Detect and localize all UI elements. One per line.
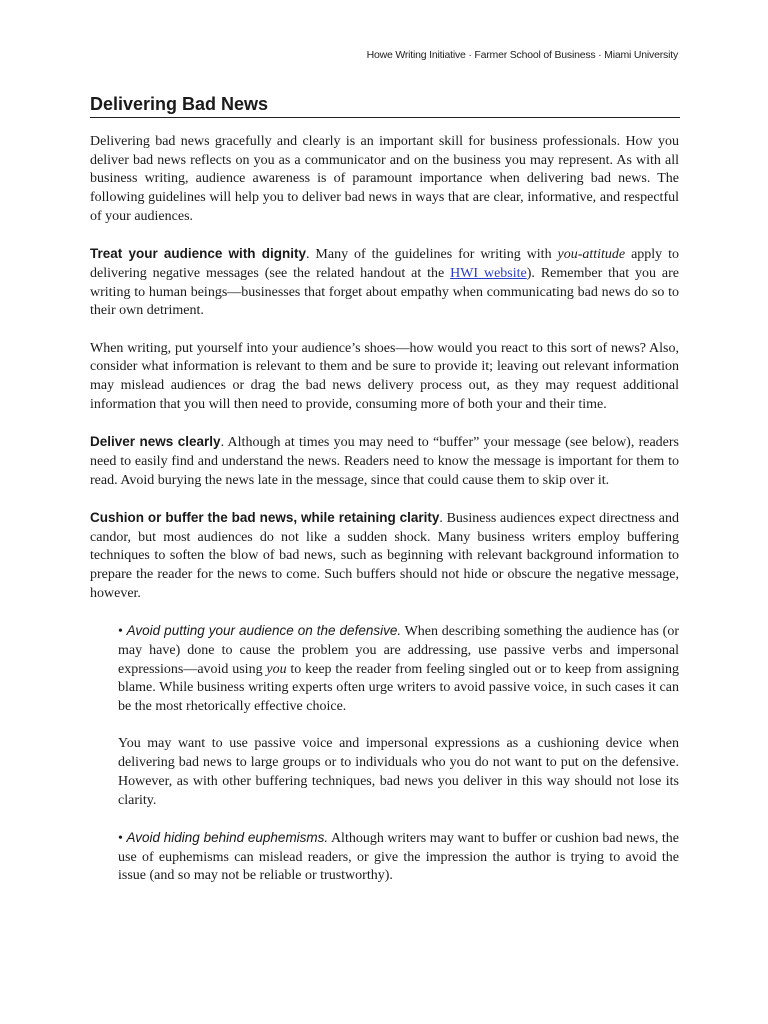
heading-cushion: Cushion or buffer the bad news, while retaining clarity: [90, 510, 440, 525]
paragraph-cushion: [90, 509, 679, 604]
paragraph-clearly: [90, 433, 679, 490]
dignity-text-2: apply to delivering negative messages (see the related handout at the: [90, 247, 679, 281]
defensive-emphasis: you: [266, 661, 287, 677]
heading-clearly: Deliver news clearly: [90, 434, 221, 450]
bullet-defensive: [118, 622, 679, 717]
euphemisms-text: Although writers may want to buffer or cushion bad news, the use of euphemisms can mislead readers, or give the impression the author is trying to avoid the issue (and so may not be reliable or trustworthy).: [118, 830, 680, 884]
dignity-emphasis: you-attitude: [557, 247, 626, 263]
document-body: [90, 133, 679, 905]
paragraph-shoes: When writing, put yourself into your audience’s shoes—how would you react to this sort of news? Also, consider what information is relevant to them and be sure to provide it; leaving out relevant information may mislead audiences or drag the bad news delivery process out, as they may request additional information that you will then need to provide, consuming more of both your and their time.: [90, 340, 679, 412]
clearly-text: . Although at times you may need to “buffer” your message (see below), readers need to easily find and understand the news. Readers need to know the message is important for them to read. Avoid burying the news late in the message, since that could cause them to skip over it.: [90, 435, 679, 488]
dignity-text-1: . Many of the guidelines for writing with: [305, 247, 558, 263]
page-title: Delivering Bad News: [90, 94, 680, 118]
bullet-icon: •: [118, 624, 123, 640]
paragraph-intro: Delivering bad news gracefully and clearly is an important skill for business professionals. How you deliver bad news reflects on you as a communicator and on the business you may represent. As with all business writing, audience awareness is of paramount importance when delivering bad news. The following guidelines will help you to deliver bad news in ways that are clear, informative, and respectful of your audiences.: [90, 134, 679, 224]
defensive-text-2: to keep the reader from feeling singled out or to keep from assigning blame. While business writing experts often urge writers to avoid passive voice, in such cases it can be the most rhetorically effective choice.: [118, 661, 680, 715]
heading-defensive: Avoid putting your audience on the defensive.: [126, 623, 402, 639]
heading-dignity: Treat your audience with dignity: [90, 246, 306, 262]
heading-euphemisms: Avoid hiding behind euphemisms.: [126, 829, 329, 845]
bullet-icon: •: [118, 830, 123, 846]
hwi-website-link[interactable]: HWI website: [450, 265, 527, 281]
cushion-text: . Business audiences expect directness and candor, but most audiences do not like a sudden shock. Many business writers employ buffering techniques to soften the blow of bad news, such as beginning with relevant background information to prepare the reader for the news to come. Such buffers should not hide or obscure the negative message, however.: [90, 511, 679, 601]
paragraph-passive: You may want to use passive voice and impersonal expressions as a cushioning device when delivering bad news to large groups or to individuals who you do not want to put on the defensive. However, as with other buffering techniques, bad news you deliver in this way should not lose its clarity.: [118, 736, 679, 808]
document-header: Howe Writing Initiative · Farmer School of Business · Miami University: [366, 49, 678, 61]
paragraph-dignity: [90, 245, 679, 321]
dignity-text-3: ). Remember that you are writing to human beings—businesses that forget about empathy when communicating bad news do so to their own detriment.: [90, 265, 679, 319]
bullet-euphemisms: [118, 829, 679, 886]
defensive-text-1: When describing something the audience has (or may have) done to cause the problem you are addressing, use passive verbs and impersonal expressions—avoid using: [118, 624, 679, 677]
